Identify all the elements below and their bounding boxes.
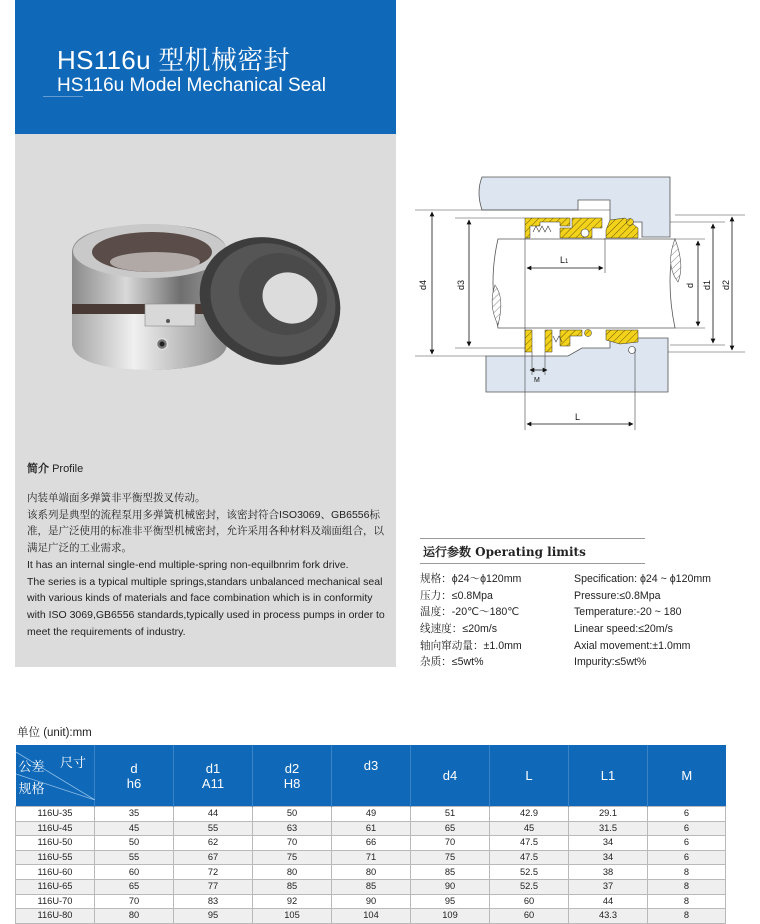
value-cell: 8: [648, 865, 726, 880]
value-cell: 65: [411, 821, 490, 836]
value-cell: 38: [569, 865, 648, 880]
table-row: [16, 807, 726, 822]
value-cell: 47.5: [490, 850, 569, 865]
value-cell: 8: [648, 879, 726, 894]
column-header: d h6: [95, 745, 174, 807]
value-cell: 55: [95, 850, 174, 865]
model-cell: 116U-80: [16, 909, 95, 924]
label-d3: d3: [456, 279, 466, 290]
value-cell: 92: [253, 894, 332, 909]
seal-part: [525, 330, 532, 352]
limit-cn: 杂质：≤5wt%: [420, 656, 484, 669]
value-cell: 85: [332, 879, 411, 894]
technical-drawing: [410, 170, 760, 440]
shaft: [493, 239, 675, 328]
value-cell: 70: [411, 836, 490, 851]
table-row: [16, 894, 726, 909]
title-english: HS116u Model Mechanical Seal: [57, 75, 326, 96]
spec-table: [15, 745, 726, 924]
profile-heading-en: Profile: [52, 463, 84, 475]
value-cell: 70: [95, 894, 174, 909]
value-cell: 72: [174, 865, 253, 880]
value-cell: 34: [569, 836, 648, 851]
value-cell: 6: [648, 836, 726, 851]
value-cell: 85: [411, 865, 490, 880]
value-cell: 44: [174, 807, 253, 822]
value-cell: 49: [332, 807, 411, 822]
operating-limits-grid: [420, 572, 740, 671]
unit-label: 单位 (unit):mm: [17, 727, 92, 739]
column-header: d4: [411, 745, 490, 807]
limit-en: Impurity:≤5wt%: [574, 656, 647, 669]
product-panel: [15, 134, 396, 667]
value-cell: 31.5: [569, 821, 648, 836]
profile-text: [27, 490, 389, 640]
corner-size: 尺寸: [59, 754, 86, 770]
value-cell: 45: [95, 821, 174, 836]
value-cell: 6: [648, 850, 726, 865]
seal-part: [545, 330, 552, 352]
value-cell: 34: [569, 850, 648, 865]
table-body: [16, 807, 726, 924]
value-cell: 95: [411, 894, 490, 909]
label-d2: d2: [721, 279, 731, 290]
model-cell: 116U-70: [16, 894, 95, 909]
title-chinese: HS116u 型机械密封: [57, 45, 290, 75]
operating-limits: [420, 538, 740, 671]
value-cell: 55: [174, 821, 253, 836]
limit-en: Temperature:-20 ~ 180: [574, 606, 682, 619]
value-cell: 42.9: [490, 807, 569, 822]
label-M: M: [534, 377, 540, 384]
label-L1: L1: [560, 255, 569, 265]
column-header: d3: [332, 745, 411, 807]
operating-limits-title: 运行参数 Operating limits: [423, 545, 586, 559]
value-cell: 60: [95, 865, 174, 880]
value-cell: 80: [253, 865, 332, 880]
value-cell: 45: [490, 821, 569, 836]
value-cell: 95: [174, 909, 253, 924]
value-cell: 8: [648, 909, 726, 924]
table-row: [16, 850, 726, 865]
value-cell: 105: [253, 909, 332, 924]
profile-paragraph: 内装单端面多弹簧非平衡型拨叉传动。: [27, 492, 206, 504]
value-cell: 90: [332, 894, 411, 909]
value-cell: 63: [253, 821, 332, 836]
value-cell: 80: [332, 865, 411, 880]
limit-en: Pressure:≤0.8Mpa: [574, 589, 661, 602]
corner-header: [16, 745, 95, 807]
value-cell: 44: [569, 894, 648, 909]
profile-paragraph: The series is a typical multiple springs,standars unbalanced mechanical seal with various kinds of materials and face combination which is in conformity with ISO 3069,GB6556 standards,typically used in process pumps in order to meet the requirements of industry.: [27, 575, 385, 638]
value-cell: 8: [648, 894, 726, 909]
model-cell: 116U-50: [16, 836, 95, 851]
model-cell: 116U-45: [16, 821, 95, 836]
value-cell: 50: [253, 807, 332, 822]
value-cell: 62: [174, 836, 253, 851]
title-divider: [43, 96, 83, 97]
value-cell: 70: [253, 836, 332, 851]
table-row: [16, 909, 726, 924]
value-cell: 85: [253, 879, 332, 894]
value-cell: 50: [95, 836, 174, 851]
value-cell: 75: [253, 850, 332, 865]
limit-cn: 规格：ϕ24～ϕ120mm: [420, 573, 522, 585]
table-row: [16, 879, 726, 894]
limit-cn: 温度：-20℃～180℃: [420, 606, 520, 619]
value-cell: 6: [648, 807, 726, 822]
table-header-row: [16, 745, 726, 807]
value-cell: 104: [332, 909, 411, 924]
title-banner: [15, 0, 396, 134]
label-d4: d4: [418, 279, 428, 290]
value-cell: 90: [411, 879, 490, 894]
divider: [420, 563, 645, 564]
table-row: [16, 821, 726, 836]
value-cell: 77: [174, 879, 253, 894]
value-cell: 109: [411, 909, 490, 924]
model-cell: 116U-35: [16, 807, 95, 822]
table-row: [16, 865, 726, 880]
limit-en: Axial movement:±1.0mm: [574, 639, 691, 652]
model-cell: 116U-65: [16, 879, 95, 894]
value-cell: 52.5: [490, 879, 569, 894]
limit-cn: 压力：≤0.8Mpa: [420, 589, 493, 602]
product-photo: [55, 204, 355, 404]
limit-en: Linear speed:≤20m/s: [574, 623, 673, 636]
limit-cn: 轴向窜动量：±1.0mm: [420, 639, 522, 652]
value-cell: 35: [95, 807, 174, 822]
value-cell: 83: [174, 894, 253, 909]
model-cell: 116U-60: [16, 865, 95, 880]
profile-paragraph: It has an internal single-end multiple-spring non-equilbnrim fork drive.: [27, 558, 349, 571]
value-cell: 66: [332, 836, 411, 851]
housing-bottom: [486, 338, 668, 392]
profile-heading: [27, 460, 83, 476]
value-cell: 80: [95, 909, 174, 924]
column-header: d1 A11: [174, 745, 253, 807]
label-d: d: [685, 282, 695, 288]
value-cell: 43.3: [569, 909, 648, 924]
value-cell: 60: [490, 909, 569, 924]
column-header: M: [648, 745, 726, 807]
column-header: d2 H8: [253, 745, 332, 807]
label-L: L: [575, 412, 581, 422]
seal-part: [560, 330, 582, 346]
value-cell: 67: [174, 850, 253, 865]
column-header: L1: [569, 745, 648, 807]
corner-tolerance: 公差: [18, 758, 45, 774]
value-cell: 65: [95, 879, 174, 894]
value-cell: 52.5: [490, 865, 569, 880]
value-cell: 61: [332, 821, 411, 836]
limit-en: Specification: ϕ24 ~ ϕ120mm: [574, 573, 711, 585]
corner-spec: 规格: [18, 780, 45, 796]
value-cell: 37: [569, 879, 648, 894]
value-cell: 47.5: [490, 836, 569, 851]
value-cell: 75: [411, 850, 490, 865]
table-row: [16, 836, 726, 851]
limit-cn: 线速度：≤20m/s: [420, 623, 498, 636]
value-cell: 51: [411, 807, 490, 822]
value-cell: 6: [648, 821, 726, 836]
value-cell: 71: [332, 850, 411, 865]
model-cell: 116U-55: [16, 850, 95, 865]
column-header: L: [490, 745, 569, 807]
profile-heading-cn: 简介: [27, 463, 49, 475]
value-cell: 29.1: [569, 807, 648, 822]
profile-paragraph: 该系列是典型的流程泵用多弹簧机械密封，该密封符合ISO3069、GB6556标准，是广泛使用的标准非平衡型机械密封，允许采用各种材料及端面组合，以满足广泛的工业需求。: [27, 508, 384, 555]
value-cell: 60: [490, 894, 569, 909]
label-d1: d1: [702, 279, 712, 290]
